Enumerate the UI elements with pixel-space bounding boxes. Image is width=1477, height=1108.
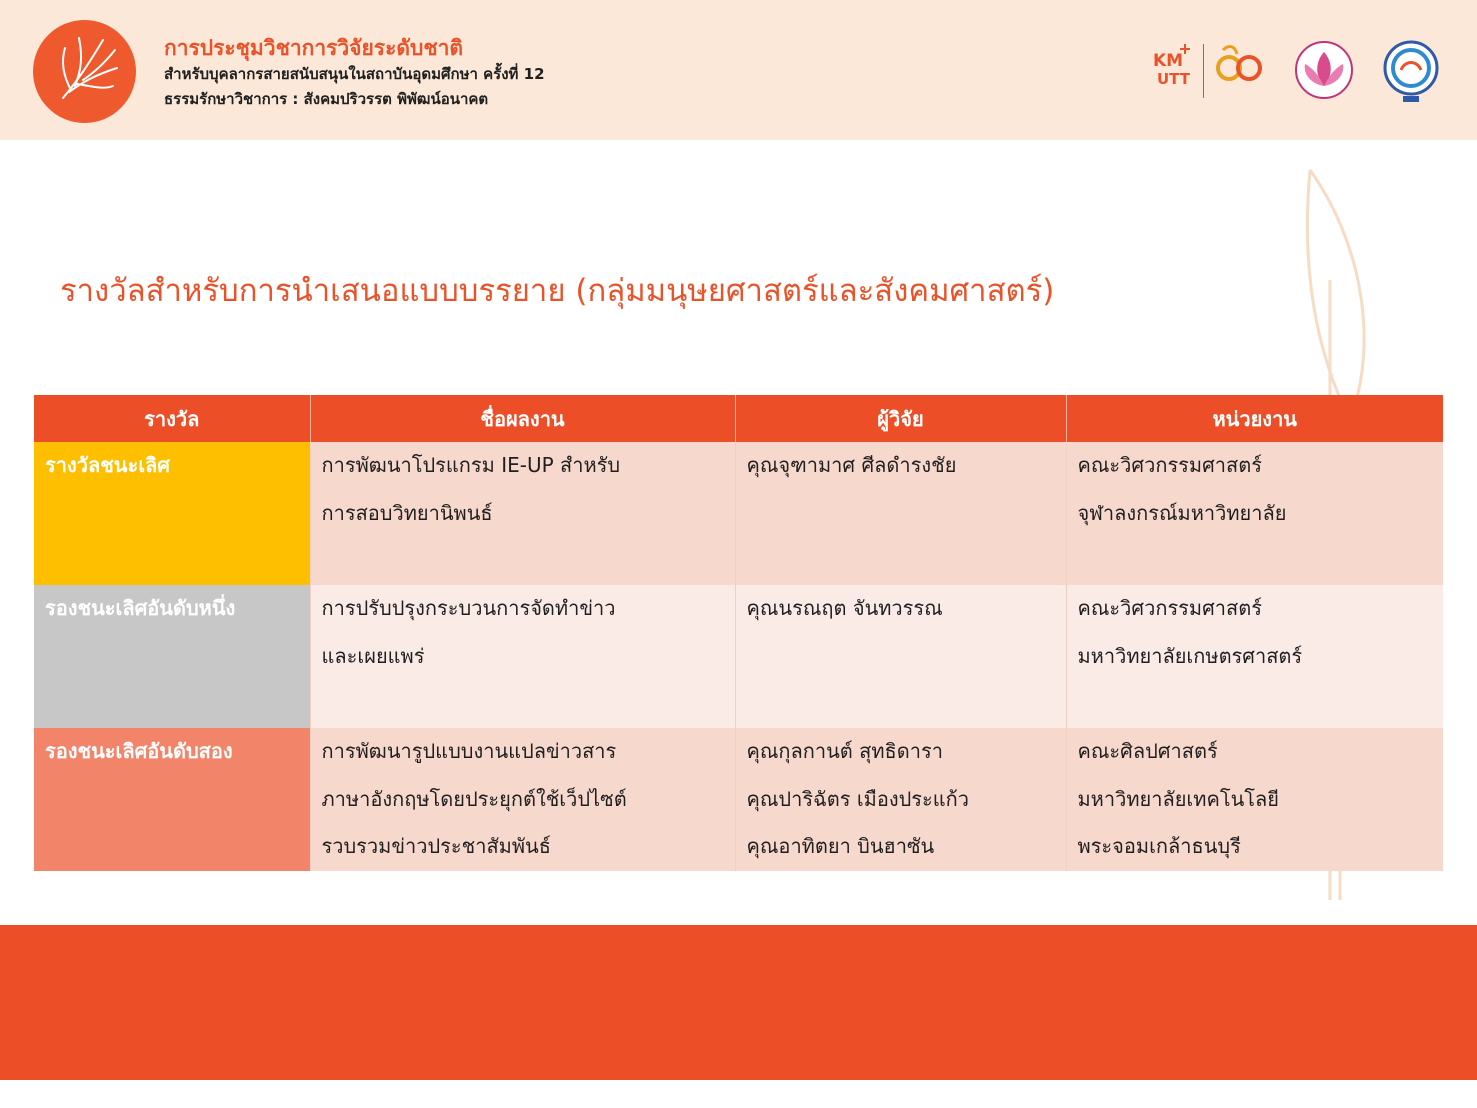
work-cell	[310, 585, 735, 728]
researcher-cell	[735, 442, 1066, 585]
work-line: และเผยแพร่	[321, 643, 425, 668]
table-header-row	[34, 395, 1443, 442]
researcher-name: คุณกุลกานต์ สุทธิดารา	[746, 739, 943, 763]
award-cell	[34, 585, 310, 728]
work-cell	[310, 442, 735, 585]
researcher-name: คุณอาทิตยา บินฮาซัน	[746, 834, 935, 858]
award-cell	[34, 728, 310, 871]
column-header-award: รางวัล	[34, 395, 310, 442]
table-row	[34, 728, 1443, 871]
work-line: การพัฒนารูปแบบงานแปลข่าวสาร	[321, 739, 617, 763]
organization-line: พระจอมเกล้าธนบุรี	[1077, 834, 1241, 858]
organization-line: คณะวิศวกรรมศาสตร์	[1077, 453, 1262, 477]
award-label: รองชนะเลิศอันดับหนึ่ง	[45, 596, 236, 620]
conference-header	[0, 0, 1477, 140]
conference-theme: ธรรมรักษาวิชาการ : สังคมปริวรรต พิพัฒน์อนาคต	[164, 90, 489, 108]
work-line: รวบรวมข่าวประชาสัมพันธ์	[321, 834, 551, 858]
award-cell	[34, 442, 310, 585]
researcher-name: คุณนรณฤต จันทวรรณ	[746, 596, 943, 620]
conference-title: การประชุมวิชาการวิจัยระดับชาติ	[164, 36, 464, 60]
footer-band	[0, 925, 1477, 1080]
column-header-work: ชื่อผลงาน	[310, 395, 735, 442]
pmt-lotus-logo	[1291, 40, 1357, 100]
column-header-organization: หน่วยงาน	[1066, 395, 1443, 442]
slide-title: รางวัลสำหรับการนำเสนอแบบบรรยาย (กลุ่มมนุษยศาสตร์และสังคมศาสตร์)	[60, 273, 1055, 309]
researcher-cell	[735, 585, 1066, 728]
table-row	[34, 585, 1443, 728]
conference-text	[164, 34, 545, 112]
svg-text:UTT: UTT	[1157, 70, 1190, 88]
sixty-year-logo	[1211, 40, 1267, 100]
organization-line: มหาวิทยาลัยเทคโนโลยี	[1077, 786, 1279, 811]
organization-line: คณะวิศวกรรมศาสตร์	[1077, 596, 1262, 620]
organization-cell	[1066, 442, 1443, 585]
organization-cell	[1066, 585, 1443, 728]
table-row	[34, 442, 1443, 585]
bird-of-paradise-icon	[33, 20, 136, 123]
researcher-cell	[735, 728, 1066, 871]
conference-logo	[33, 20, 136, 123]
logo-divider	[1203, 44, 1204, 98]
awards-table	[34, 395, 1443, 871]
organization-line: จุฬาลงกรณ์มหาวิทยาลัย	[1077, 500, 1287, 525]
work-line: การสอบวิทยานิพนธ์	[321, 500, 493, 525]
researcher-name: คุณจุฑามาศ ศีลดำรงชัย	[746, 453, 957, 477]
pmt-seal-logo	[1381, 40, 1441, 104]
organization-line: คณะศิลปศาสตร์	[1077, 739, 1218, 763]
organization-line: มหาวิทยาลัยเกษตรศาสตร์	[1077, 643, 1303, 668]
kmutt-logo	[1151, 40, 1197, 100]
svg-text:KM: KM	[1153, 51, 1184, 71]
award-label: รองชนะเลิศอันดับสอง	[45, 739, 233, 763]
researcher-name: คุณปาริฉัตร เมืองประแก้ว	[746, 786, 970, 811]
conference-subtitle: สำหรับบุคลากรสายสนับสนุนในสถาบันอุดมศึกษา ครั้งที่ 12	[164, 65, 545, 83]
award-label: รางวัลชนะเลิศ	[45, 453, 170, 477]
work-line: การปรับปรุงกระบวนการจัดทำข่าว	[321, 596, 616, 620]
work-cell	[310, 728, 735, 871]
organization-cell	[1066, 728, 1443, 871]
work-line: การพัฒนาโปรแกรม IE-UP สำหรับ	[321, 453, 621, 477]
work-line: ภาษาอังกฤษโดยประยุกต์ใช้เว็ปไซต์	[321, 786, 627, 811]
column-header-researcher: ผู้วิจัย	[735, 395, 1066, 442]
